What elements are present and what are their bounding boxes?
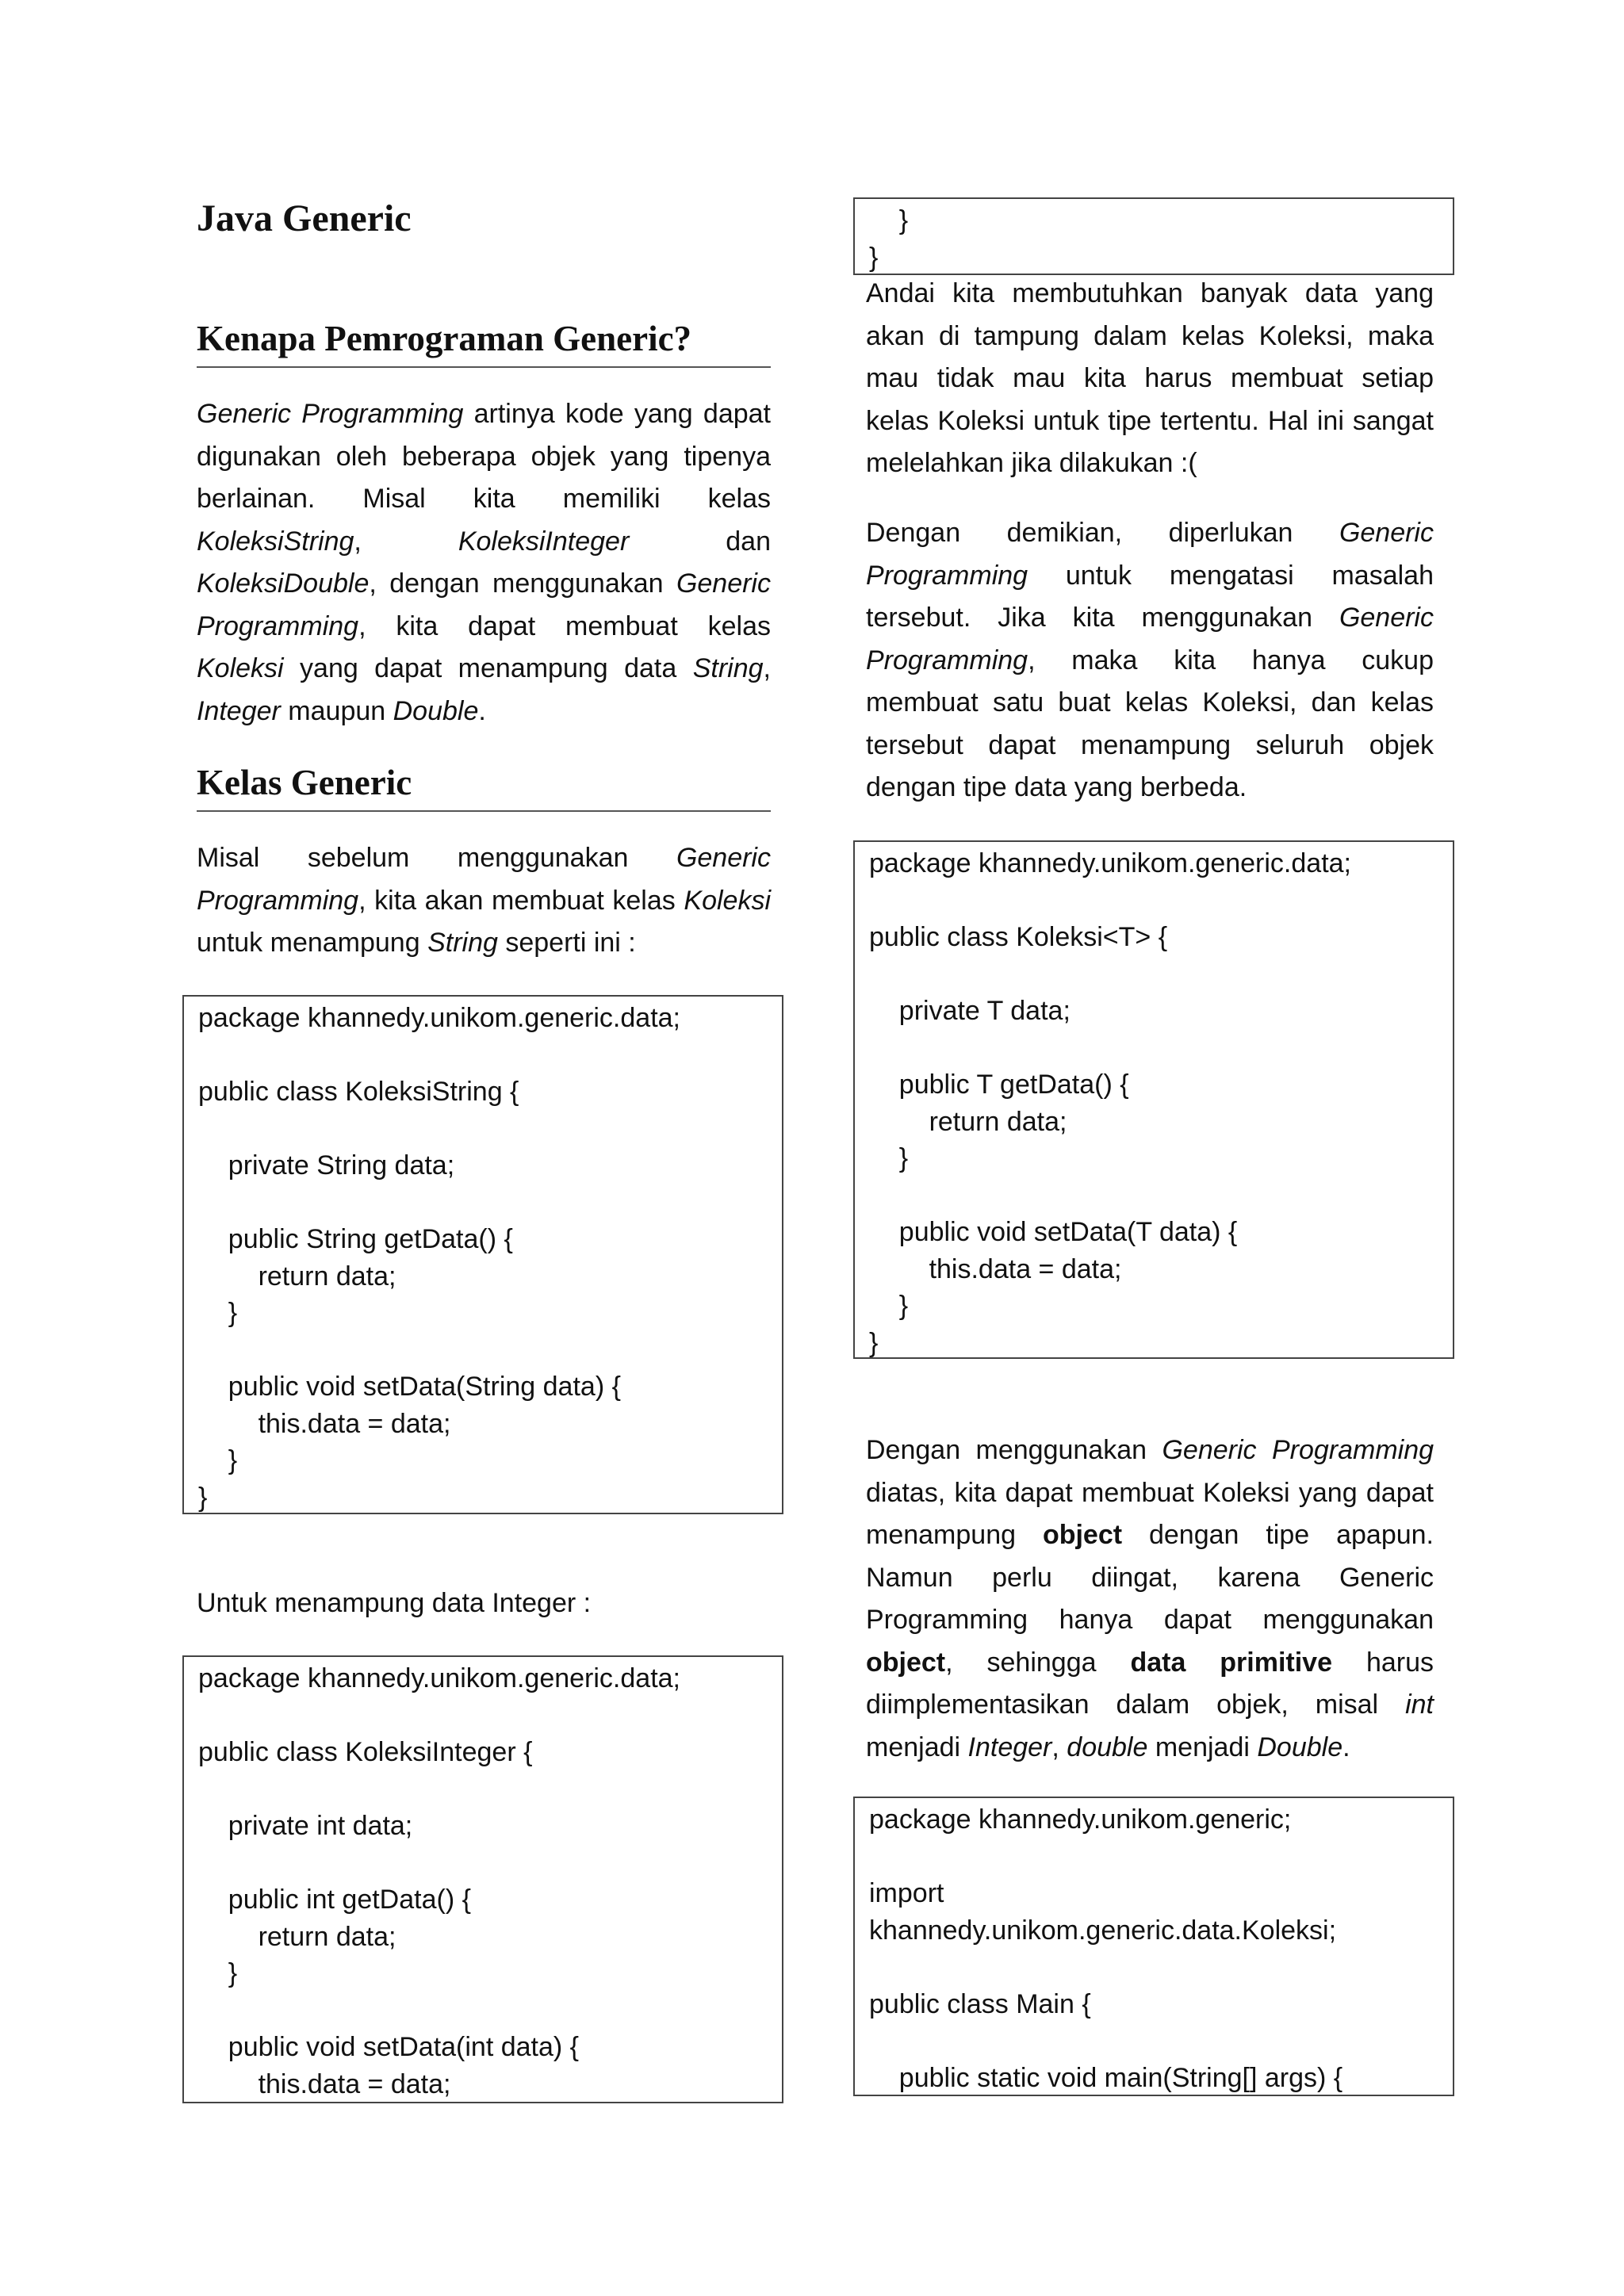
- code-line: [869, 1177, 1438, 1215]
- text-segment: Misal sebelum menggunakan: [197, 843, 676, 873]
- text-segment: untuk menampung: [197, 928, 428, 958]
- text-segment: ,: [354, 526, 458, 557]
- code-line: khannedy.unikom.generic.data.Koleksi;: [869, 1915, 1337, 1946]
- paragraph-untuk-menampung-integer: Untuk menampung data Integer :: [197, 1588, 592, 1618]
- code-line: [869, 956, 1438, 993]
- code-line: return data;: [198, 1921, 396, 1952]
- code-line: [198, 1771, 768, 1808]
- text-segment: , dengan menggunakan: [369, 568, 676, 599]
- text-segment: Koleksi: [197, 653, 284, 683]
- code-line: public class KoleksiString {: [198, 1077, 519, 1107]
- text-segment: ,: [763, 653, 771, 683]
- code-line: private T data;: [869, 996, 1071, 1026]
- text-segment: data primitive: [1130, 1647, 1333, 1678]
- text-segment: Generic Programming: [197, 843, 771, 916]
- text-segment: menjadi: [1147, 1732, 1258, 1762]
- code-line: }: [869, 242, 879, 273]
- code-line: private String data;: [198, 1150, 455, 1181]
- text-segment: String: [692, 653, 764, 683]
- code-line: public class Koleksi<T> {: [869, 922, 1168, 952]
- code-line: [198, 1697, 768, 1735]
- code-line: [869, 2022, 1438, 2060]
- text-segment: KoleksiString: [197, 526, 354, 557]
- code-line: public class KoleksiInteger {: [198, 1737, 533, 1767]
- text-segment: object: [1042, 1520, 1123, 1550]
- code-line: [198, 1332, 768, 1369]
- text-segment: KoleksiInteger: [458, 526, 630, 557]
- text-segment: Generic Programming: [866, 518, 1434, 591]
- code-line: }: [198, 1958, 238, 1988]
- code-line: public String getData() {: [198, 1224, 513, 1254]
- text-segment: .: [1342, 1732, 1350, 1762]
- code-line: }: [869, 1143, 909, 1173]
- text-segment: maupun: [280, 695, 393, 726]
- code-line: }: [869, 1327, 879, 1358]
- text-segment: object: [866, 1647, 946, 1678]
- code-line: public void setData(int data) {: [198, 2032, 580, 2062]
- code-line: return data;: [198, 1261, 396, 1292]
- text-segment: Double: [393, 695, 479, 726]
- heading-kenapa-pemrograman-generic: Kenapa Pemrograman Generic?: [197, 316, 771, 368]
- text-segment: dan: [629, 526, 771, 557]
- paragraph-dengan-demikian: [866, 512, 1434, 809]
- text-segment: Koleksi: [684, 885, 771, 916]
- code-line: [869, 1839, 1438, 1876]
- text-segment: double: [1067, 1732, 1148, 1762]
- text-segment: .: [478, 695, 486, 726]
- text-segment: , maka kita hanya cukup membuat satu buat kelas Koleksi, dan kelas tersebut dapat menampung seluruh objek dengan tipe data yang berbeda.: [866, 645, 1434, 802]
- text-segment: ,: [1051, 1732, 1067, 1762]
- text-segment: Generic Programming: [197, 568, 771, 641]
- code-block-main-class: [853, 1797, 1454, 2096]
- text-segment: untuk mengatasi masalah tersebut. Jika kita menggunakan: [866, 560, 1434, 633]
- text-segment: yang dapat menampung data: [283, 653, 693, 683]
- paragraph-andai-banyak-data: [866, 273, 1434, 485]
- code-line: [198, 1184, 768, 1222]
- code-line: [869, 882, 1438, 920]
- code-line: this.data = data;: [198, 1408, 451, 1439]
- page-title: Java Generic: [197, 197, 412, 239]
- text-segment: Dengan demikian, diperlukan: [866, 518, 1339, 548]
- text-segment: Integer: [197, 695, 281, 726]
- text-segment: harus diimplementasikan dalam objek, misal: [866, 1647, 1434, 1720]
- text-segment: Generic Programming: [866, 603, 1434, 675]
- text-segment: , kita dapat membuat kelas: [358, 610, 771, 641]
- code-line: [869, 1030, 1438, 1067]
- text-segment: Generic Programming: [197, 399, 464, 429]
- code-line: public static void main(String[] args) {: [869, 2062, 1343, 2093]
- paragraph-dengan-menggunakan-generic: [866, 1429, 1434, 1769]
- code-line: import: [869, 1878, 944, 1908]
- paragraph-generic-programming-definition: [197, 393, 771, 733]
- code-line: public class Main {: [869, 1988, 1091, 2019]
- text-segment: Dengan menggunakan: [866, 1435, 1162, 1465]
- text-segment: Generic Programming: [1162, 1435, 1434, 1465]
- code-line: this.data = data;: [198, 2068, 451, 2099]
- text-segment: diatas, kita dapat membuat Koleksi yang dapat menampung: [866, 1477, 1434, 1550]
- code-block-continued-closing: [853, 197, 1454, 275]
- text-segment: , sehingga: [945, 1647, 1131, 1678]
- paragraph-sebelum-generic: [197, 837, 771, 965]
- text-segment: menjadi: [866, 1732, 968, 1762]
- code-line: }: [198, 1445, 238, 1475]
- heading-kelas-generic: Kelas Generic: [197, 760, 771, 812]
- text-segment: Double: [1257, 1732, 1343, 1762]
- code-block-koleksi-generic: [853, 840, 1454, 1359]
- text-segment: String: [427, 928, 498, 958]
- code-line: package khannedy.unikom.generic.data;: [198, 1663, 680, 1693]
- text-segment: Integer: [967, 1732, 1052, 1762]
- code-block-koleksi-string: [182, 995, 783, 1514]
- text-segment: KoleksiDouble: [197, 568, 370, 599]
- code-line: public void setData(T data) {: [869, 1217, 1238, 1247]
- code-line: private int data;: [198, 1811, 413, 1841]
- text-segment: artinya kode yang dapat digunakan oleh beberapa objek yang tipenya berlainan. Misal kita memiliki kelas: [197, 399, 771, 514]
- code-line: [198, 1845, 768, 1882]
- text-segment: Andai kita membutuhkan banyak data yang akan di tampung dalam kelas Koleksi, maka mau tidak mau kita harus membuat setiap kelas Koleksi untuk tipe tertentu. Hal ini sangat melelahkan jika dilakukan :(: [866, 278, 1434, 478]
- text-segment: seperti ini :: [497, 928, 636, 958]
- code-line: this.data = data;: [869, 1253, 1122, 1284]
- code-line: package khannedy.unikom.generic.data;: [198, 1003, 680, 1033]
- code-line: [198, 1037, 768, 1074]
- code-line: }: [198, 1298, 238, 1328]
- text-segment: int: [1405, 1689, 1434, 1720]
- code-line: [869, 1949, 1438, 1986]
- code-line: }: [198, 1482, 208, 1513]
- code-block-koleksi-integer: [182, 1655, 783, 2103]
- code-line: public int getData() {: [198, 1885, 471, 1915]
- code-line: }: [869, 205, 909, 235]
- code-line: public T getData() {: [869, 1070, 1129, 1100]
- code-line: package khannedy.unikom.generic.data;: [869, 848, 1351, 878]
- code-line: [198, 1992, 768, 2030]
- code-line: public void setData(String data) {: [198, 1372, 621, 1402]
- code-line: }: [869, 1291, 909, 1321]
- text-segment: dengan tipe apapun. Namun perlu diingat, karena Generic Programming hanya dapat menggunakan: [866, 1520, 1434, 1635]
- code-line: return data;: [869, 1106, 1067, 1137]
- code-line: package khannedy.unikom.generic;: [869, 1804, 1292, 1835]
- code-line: [198, 1111, 768, 1148]
- text-segment: , kita akan membuat kelas: [358, 885, 684, 916]
